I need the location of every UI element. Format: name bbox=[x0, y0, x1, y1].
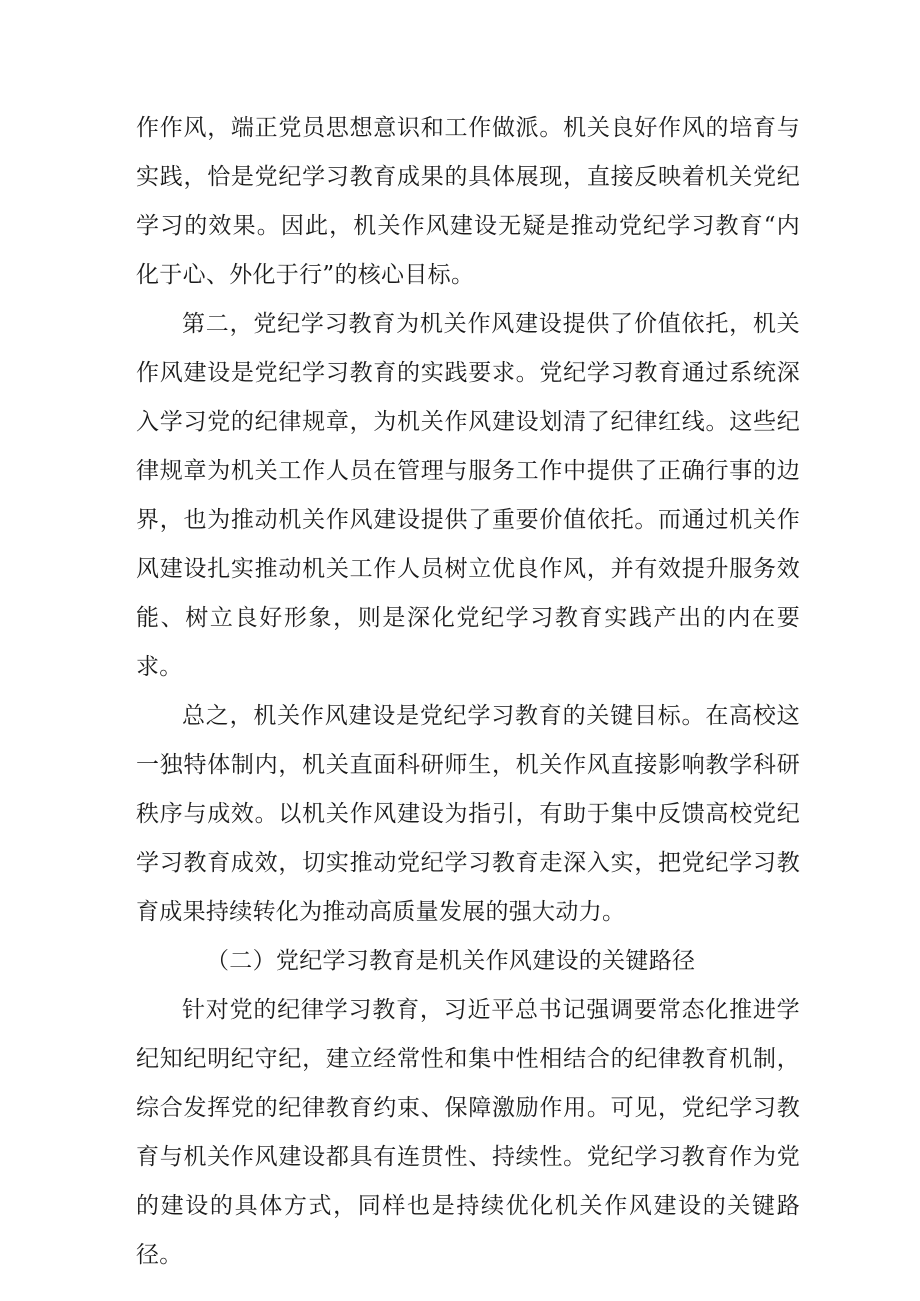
paragraph-discipline-education: 针对党的纪律学习教育，习近平总书记强调要常态化推进学纪知纪明纪守纪，建立经常性和集中性相结合的纪律教育机制，综合发挥党的纪律教育约束、保障激励作用。可见，党纪学习教育与机关作风建设都具有连贯性、持续性。党纪学习教育作为党的建设的具体方式，同样也是持续优化机关作风建设的关键路径。 bbox=[136, 997, 800, 1268]
paragraph-summary: 总之，机关作风建设是党纪学习教育的关键目标。在高校这一独特体制内，机关直面科研师生，机关作风直接影响教学科研秩序与成效。以机关作风建设为指引，有助于集中反馈高校党纪学习教育成效，切实推动党纪学习教育走深入实，把党纪学习教育成果持续转化为推动高质量发展的强大动力。 bbox=[136, 703, 800, 925]
document-body bbox=[136, 104, 800, 1280]
section-heading: （二）党纪学习教育是机关作风建设的关键路径 bbox=[206, 948, 696, 974]
paragraph-second-point: 第二，党纪学习教育为机关作风建设提供了价值依托，机关作风建设是党纪学习教育的实践要求。党纪学习教育通过系统深入学习党的纪律规章，为机关作风建设划清了纪律红线。这些纪律规章为机关工作人员在管理与服务工作中提供了正确行事的边界，也为推动机关作风建设提供了重要价值依托。而通过机关作风建设扎实推动机关工作人员树立优良作风，并有效提升服务效能、树立良好形象，则是深化党纪学习教育实践产出的内在要求。 bbox=[136, 311, 800, 680]
paragraph-continuation: 作作风，端正党员思想意识和工作做派。机关良好作风的培育与实践，恰是党纪学习教育成果的具体展现，直接反映着机关党纪学习的效果。因此，机关作风建设无疑是推动党纪学习教育“内化于心、外化于行”的核心目标。 bbox=[136, 115, 800, 288]
